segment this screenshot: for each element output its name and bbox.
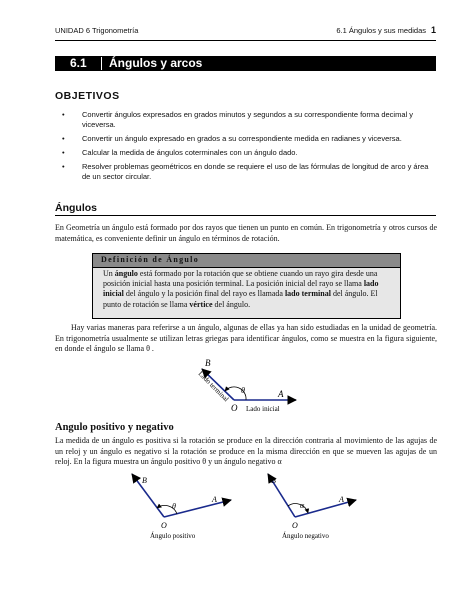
page-number: 1	[430, 25, 436, 35]
terminal-ray	[132, 474, 164, 517]
label-a: A	[278, 389, 284, 399]
bullet-icon: •	[62, 110, 65, 119]
bullet-icon: •	[62, 134, 65, 143]
term-angulo: ángulo	[114, 269, 138, 278]
subsection-heading: Angulo positivo y negativo	[55, 422, 174, 433]
negative-angle-figure	[262, 470, 362, 542]
objective-item: • Convertir un ángulo expresado en grados a su correspondiente medida en radianes y viceversa.	[62, 134, 402, 143]
label-o: O	[231, 403, 238, 413]
notation-paragraph: Hay varias maneras para referirse a un ángulo, algunas de ellas ya han sido estudiadas en la unidad de geometría. En trigonometría usualmente se utilizan letras griegas para identificar ángulos, como se muestra en la figura siguiente, en donde el ángulo se llama θ .	[55, 323, 437, 353]
caption-negativo: Ángulo negativo	[282, 532, 329, 540]
bullet-icon: •	[62, 162, 65, 171]
definition-text: Un ángulo está formado por la rotación que se obtiene cuando un rayo gira desde una posición inicial hasta una posición terminal. La posición inicial del rayo se llama lado inicial del ángulo y la posición final del rayo es llamada lado terminal del ángulo. El punto de rotación se llama vértice del ángulo.	[103, 269, 379, 309]
objectives-heading: OBJETIVOS	[55, 90, 120, 102]
term-lado-inicial: lado inicial	[103, 279, 379, 299]
label-theta: θ	[241, 386, 245, 395]
bullet-icon: •	[62, 148, 65, 157]
label-a: A	[339, 495, 344, 504]
header-rule	[55, 40, 436, 41]
label-alpha: α	[300, 501, 305, 510]
positive-angle-figure	[130, 470, 245, 542]
objective-item: • Calcular la medida de ángulos coterminales con un ángulo dado.	[62, 148, 298, 157]
objective-item: • Convertir ángulos expresados en grados minutos y segundos a su correspondiente forma decimal y viceversa.	[62, 110, 414, 129]
section-title-bar	[55, 56, 436, 71]
angulos-paragraph: En Geometría un ángulo está formado por dos rayos que tienen un punto en común. En trigonometría y otros cursos de matemática, es conveniente definir un ángulo en términos de rotación.	[55, 223, 437, 243]
section-divider	[101, 57, 102, 70]
label-lado-terminal: Lado terminal	[196, 369, 231, 404]
label-o: O	[292, 521, 298, 530]
label-b: B	[271, 476, 276, 485]
objective-item: • Resolver problemas geométricos en donde se requiere el uso de las fórmulas de longitud de arco y área de un sector circular.	[62, 162, 429, 181]
term-lado-terminal: lado terminal	[284, 289, 331, 299]
label-o: O	[161, 521, 167, 530]
term-vertice: vértice	[189, 299, 213, 309]
subsection-paragraph: La medida de un ángulo es positiva si la rotación se produce en la dirección contraria al movimiento de las agujas de un reloj y un ángulo es negativo si la rotación se produce en la misma dirección en que se mueven las agujas de un reloj. En la figura muestra un ángulo positivo θ y un ángulo negativo α	[55, 436, 437, 466]
angle-figure	[180, 356, 310, 416]
label-lado-inicial: Lado inicial	[246, 405, 280, 413]
angulos-heading: Ángulos	[55, 202, 97, 214]
label-a: A	[212, 495, 217, 504]
caption-positivo: Ángulo positivo	[150, 532, 196, 540]
header-section: 6.1 Ángulos y sus medidas	[336, 26, 426, 35]
label-theta: θ	[172, 502, 176, 511]
label-b: B	[142, 476, 147, 485]
definition-box	[92, 253, 401, 319]
definition-title: Definición de Ángulo	[101, 255, 200, 264]
angulos-rule	[55, 215, 436, 216]
objectives-list	[60, 110, 438, 186]
section-title: Ángulos y arcos	[109, 56, 203, 70]
label-b: B	[205, 358, 211, 368]
header-unit: UNIDAD 6 Trigonometría	[55, 26, 139, 35]
section-number: 6.1	[70, 56, 87, 70]
definition-title-bar	[93, 254, 400, 268]
